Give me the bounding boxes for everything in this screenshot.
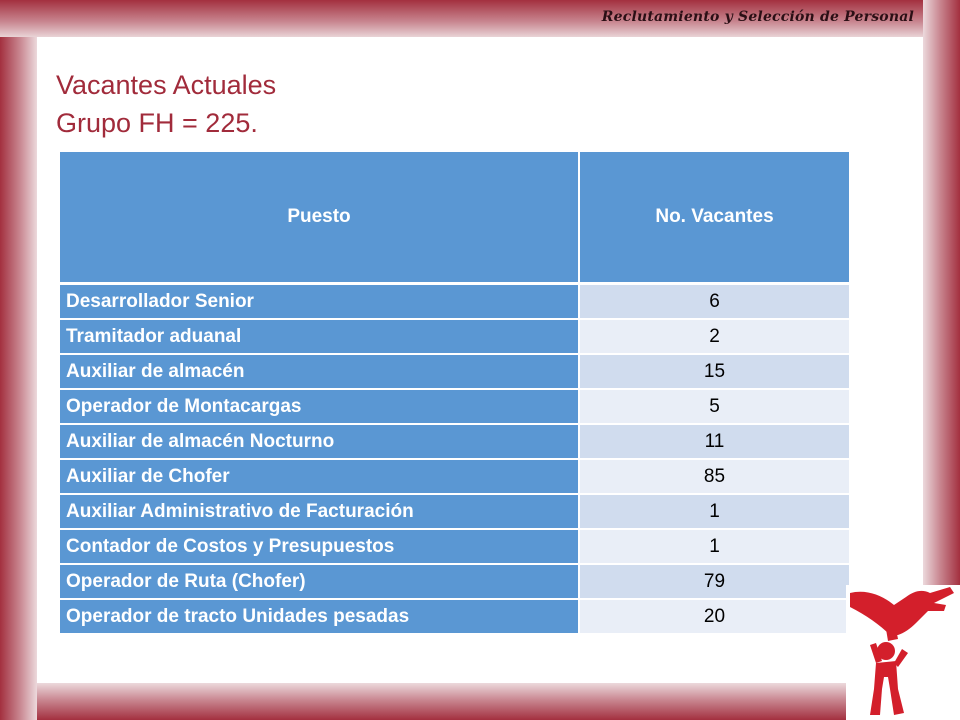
vacantes-cell: 15	[579, 354, 849, 389]
puesto-cell: Auxiliar de Chofer	[60, 459, 579, 494]
column-header-puesto: Puesto	[60, 152, 579, 284]
vacancies-table	[60, 152, 849, 635]
table-row	[60, 424, 849, 459]
table-row	[60, 319, 849, 354]
vacantes-cell: 1	[579, 494, 849, 529]
slide-header: Reclutamiento y Selección de Personal	[601, 9, 914, 25]
table-row	[60, 389, 849, 424]
table-row	[60, 284, 849, 320]
table-row	[60, 494, 849, 529]
table-row	[60, 599, 849, 634]
puesto-cell: Auxiliar Administrativo de Facturación	[60, 494, 579, 529]
puesto-cell: Operador de Ruta (Chofer)	[60, 564, 579, 599]
vacantes-cell: 1	[579, 529, 849, 564]
slide-title	[56, 66, 276, 142]
vacantes-cell: 5	[579, 389, 849, 424]
right-frame-border	[923, 0, 960, 585]
column-header-vacantes: No. Vacantes	[579, 152, 849, 284]
hand-lifting-person-icon	[846, 585, 960, 720]
table-row	[60, 459, 849, 494]
vacantes-cell: 20	[579, 599, 849, 634]
vacantes-cell: 2	[579, 319, 849, 354]
vacantes-cell: 79	[579, 564, 849, 599]
title-line-2: Grupo FH = 225.	[56, 108, 258, 138]
puesto-cell: Operador de tracto Unidades pesadas	[60, 599, 579, 634]
table-row	[60, 564, 849, 599]
table-row	[60, 529, 849, 564]
puesto-cell: Auxiliar de almacén	[60, 354, 579, 389]
puesto-cell: Tramitador aduanal	[60, 319, 579, 354]
puesto-cell: Contador de Costos y Presupuestos	[60, 529, 579, 564]
puesto-cell: Auxiliar de almacén Nocturno	[60, 424, 579, 459]
vacantes-cell: 11	[579, 424, 849, 459]
vacantes-cell: 6	[579, 284, 849, 320]
title-line-1: Vacantes Actuales	[56, 70, 277, 100]
table-header-row	[60, 152, 849, 284]
table-row	[60, 354, 849, 389]
puesto-cell: Desarrollador Senior	[60, 284, 579, 320]
left-frame-border	[0, 37, 37, 720]
vacantes-cell: 85	[579, 459, 849, 494]
bottom-frame-border	[37, 683, 875, 720]
puesto-cell: Operador de Montacargas	[60, 389, 579, 424]
